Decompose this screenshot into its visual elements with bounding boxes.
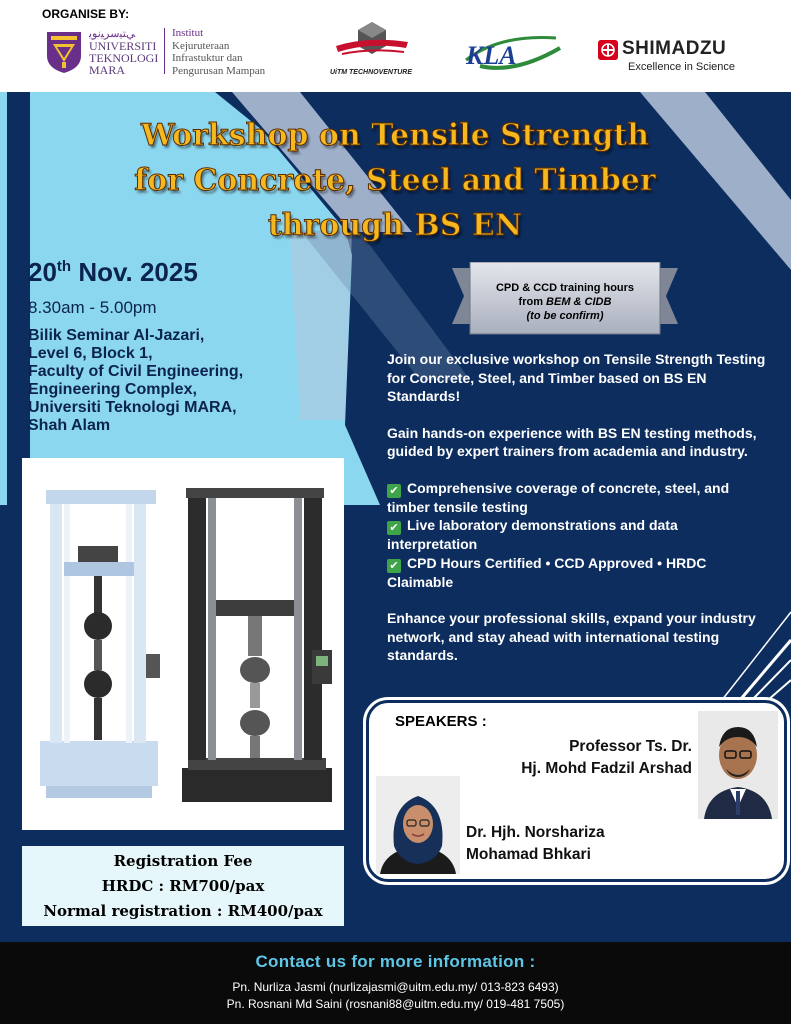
list-item: ✔ Live laboratory demonstrations and data interpretation <box>387 517 678 552</box>
speaker2-name: Dr. Hjh. Norshariza Mohamad Bhkari <box>466 824 605 863</box>
contact-line-2: Pn. Rosnani Md Saini (rosnani88@uitm.edu.my/ 019-481 7505) <box>226 997 565 1011</box>
testing-machine-photo <box>22 458 344 830</box>
checkmark-icon: ✔ <box>387 521 401 535</box>
contact-title: Contact us for more information : <box>255 952 536 971</box>
list-item: ✔ CPD Hours Certified • CCD Approved • HRDC Claimable <box>387 554 707 590</box>
institute-wordmark: Institut Kejuruteraan Infrastuktur dan Pengurusan Mampan <box>172 27 266 77</box>
checkmark-icon: ✔ <box>387 484 401 498</box>
speakers-label: SPEAKERS : <box>395 713 487 730</box>
event-time: 8.30am - 5.00pm <box>28 298 157 317</box>
uitm-crest-icon <box>45 28 83 74</box>
workshop-title: Workshop on Tensile Strength for Concrete, Steel and Timber through BS EN <box>134 118 656 243</box>
normal-fee: Normal registration : RM400/pax <box>43 902 323 920</box>
event-date: 20th Nov. 2025 <box>28 257 198 287</box>
closing-text: Enhance your professional skills, expand your industry network, and stay ahead with international testing standards. <box>387 610 756 663</box>
workshop-description <box>387 350 767 683</box>
contact-footer <box>0 942 791 1024</box>
hrdc-fee: HRDC : RM700/pax <box>101 877 265 895</box>
shimadzu-name: SHIMADZU <box>622 38 727 59</box>
speaker2-avatar <box>376 776 460 874</box>
feature-list <box>387 479 767 592</box>
speaker1-avatar <box>698 711 778 819</box>
shimadzu-logo <box>598 38 748 78</box>
checkmark-icon: ✔ <box>387 559 401 573</box>
intro-text: Join our exclusive workshop on Tensile Strength Testing for Concrete, Steel, and Timber based on BS EN Standards! <box>387 351 766 404</box>
contact-line-1: Pn. Nurliza Jasmi (nurlizajasmi@uitm.edu.my/ 013-823 6493) <box>232 980 559 994</box>
cpd-info: CPD & CCD training hours from BEM & CIDB (to be confirm) <box>495 282 635 322</box>
organiser-header <box>0 0 791 92</box>
registration-fee-box <box>22 846 344 926</box>
technoventure-wordmark: UiTM TECHNOVENTURE <box>329 69 413 76</box>
registration-title: Registration Fee <box>113 852 253 870</box>
kla-logo-icon <box>460 30 570 76</box>
divider <box>164 28 165 74</box>
organise-label: ORGANISE BY: <box>42 7 130 21</box>
tensile-machine-icon <box>22 458 344 830</box>
kla-wordmark: KLA <box>466 41 517 70</box>
event-venue: Bilik Seminar Al-Jazari, Level 6, Block 1, Faculty of Civil Engineering, Engineering Complex, Universiti Teknologi MARA, Shah Alam <box>28 327 244 434</box>
list-item: ✔ Comprehensive coverage of concrete, steel, and timber tensile testing <box>387 479 730 515</box>
speaker1-name: Professor Ts. Dr. Hj. Mohd Fadzil Arshad <box>521 738 692 777</box>
shimadzu-tagline: Excellence in Science <box>628 61 736 73</box>
hands-on-text: Gain hands-on experience with BS EN testing methods, guided by expert trainers from academia and industry. <box>387 424 757 459</box>
uitm-wordmark: ﻲﺘﻴﺳﺮﻴﻧﻮﻳ UNIVERSITI TEKNOLOGI MARA <box>89 28 159 77</box>
shimadzu-emblem-icon <box>598 40 618 60</box>
